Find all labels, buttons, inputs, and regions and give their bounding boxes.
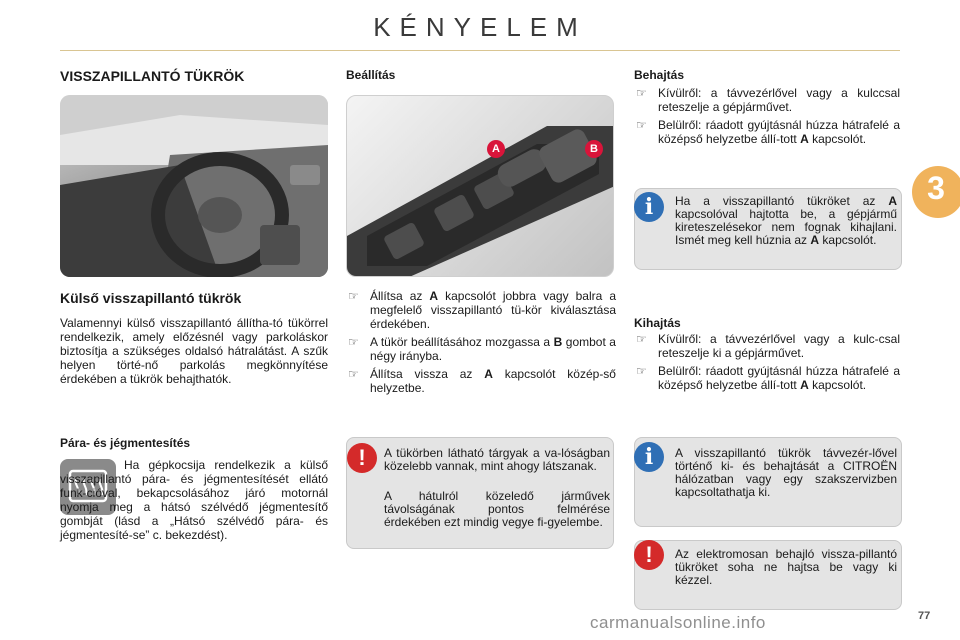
pointing-hand-icon: ☞ [348,289,359,303]
info-note-2-text: A visszapillantó tükrök távvezér-lővel történő ki- és behajtását a CITROËN hálózatban vagy egy szakszervizben kapcsoltathatja ki. [675,446,897,499]
watermark: carmanualsonline.info [590,613,766,632]
pointing-hand-icon: ☞ [348,335,359,349]
defrost-paragraph: Ha gépkocsija rendelkezik a külső visszapillantó pára- és jégmentesítését ellátó funk-cióval, bekapcsolásához járó motornál nyomja meg a hátsó szélvédő jégmentesítő gombját (lásd a „Hátsó szélvédő pára- és jégmentesíté-se” c. bekezdést). [60,458,328,542]
unfold-steps [634,332,900,396]
warning-note-1-p2: A hátulról közeledő járművek távolságának pontos felmérése érdekében ezt mindig vegye fi-gyelembe. [384,489,610,529]
fold-steps [634,86,900,150]
switch-panel-illustration [347,96,614,277]
warning-note-2-text: Az elektromosan behajló vissza-pillantó tükröket soha ne hajtsa be vagy ki kézzel. [675,547,897,587]
interior-photo [60,95,328,277]
chapter-number: 3 [927,170,945,206]
exclamation-icon: ! [347,443,377,473]
list-item: ☞ Állítsa vissza az A kapcsolót közép-ső helyzetbe. [348,367,616,395]
unfold-title: Kihajtás [634,316,681,330]
info-icon: i [634,442,664,472]
pointing-hand-icon: ☞ [636,118,647,132]
fold-title: Behajtás [634,68,685,82]
info-note-1-text: Ha a visszapillantó tükröket az A kapcsolóval hajtotta be, a gépjármű kireteszelésekor nem fognak kihajlani. Ismét meg kell húznia az A kapcsolót. [675,194,897,247]
list-item: ☞ Belülről: ráadott gyújtásnál húzza hátrafelé a középső helyzetbe állí-tott A kapcsolót. [636,118,900,146]
pointing-hand-icon: ☞ [636,332,647,346]
section-title: VISSZAPILLANTÓ TÜKRÖK [60,68,245,84]
warning-note-1-p1: A tükörben látható tárgyak a va-lóságban közelebb vannak, mint ahogy látszanak. [384,446,610,473]
list-item: ☞ Kívülről: a távvezérlővel vagy a kulccsal reteszelje a gépjárművet. [636,86,900,114]
adjust-steps [346,289,616,399]
intro-paragraph: Valamennyi külső visszapillantó állítha-tó tükörrel rendelkezik, amely előzésnél vagy parkoláskor biztosítja a szükséges oldalsó hátralátást. A szűk helyen törté-nő parkolás megkönnyítése érdekében a tükrök behajthatók. [60,316,328,386]
page-number: 77 [918,610,931,622]
page-header-title: KÉNYELEM [373,12,587,42]
list-item: ☞ Belülről: ráadott gyújtásnál húzza hátrafelé a középső helyzetbe állí-tott A kapcsolót. [636,364,900,392]
adjust-title: Beállítás [346,68,396,82]
defrost-title: Pára- és jégmentesítés [60,436,191,450]
pointing-hand-icon: ☞ [636,364,647,378]
pointing-hand-icon: ☞ [348,367,359,381]
switch-a-label: A [487,140,505,158]
switch-b-label: B [585,140,603,158]
list-item: ☞ Állítsa az A kapcsolót jobbra vagy balra a megfelelő visszapillantó tü-kör kiválasztása érdekében. [348,289,616,331]
list-item: ☞ Kívülről: a távvezérlővel vagy a kulc-csal reteszelje ki a gépjárművet. [636,332,900,360]
pointing-hand-icon: ☞ [636,86,647,100]
header-divider [60,50,900,51]
info-icon: i [634,192,664,222]
list-item: ☞ A tükör beállításához mozgassa a B gombot a négy irányba. [348,335,616,363]
interior-illustration [60,95,328,277]
exclamation-icon: ! [634,540,664,570]
subsection-title: Külső visszapillantó tükrök [60,290,242,306]
mirror-switch-photo [346,95,614,277]
